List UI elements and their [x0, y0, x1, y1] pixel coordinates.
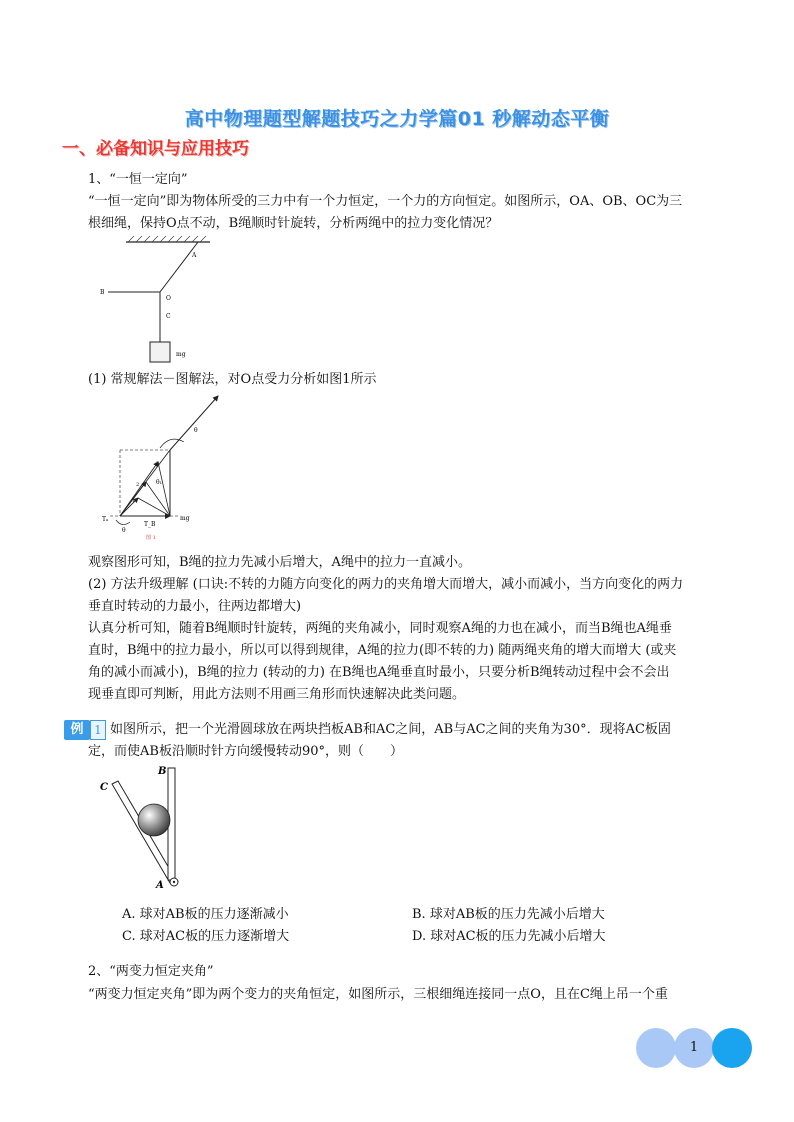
- label-n3: 3: [156, 461, 160, 467]
- part2-intro-line1: “两变力恒定夹角”即为两个变力的夹角恒定，如图所示，三根细绳连接同一点O，且在C绳上吊一个重: [88, 987, 668, 1002]
- ball: [138, 804, 170, 836]
- observation-text: 观察图形可知，B绳的拉力先减小后增大，A绳中的拉力一直减小。: [88, 555, 471, 570]
- analysis-line4: 现垂直即可判断，用此方法则不用画三角形而快速解决此类问题。: [88, 687, 466, 702]
- rope-oa: [160, 242, 198, 292]
- angle-arc-top: [160, 439, 184, 448]
- label-a: A: [192, 252, 197, 259]
- label-tb: T_B: [144, 521, 156, 528]
- weight-block: [150, 342, 170, 362]
- label-b: B: [100, 289, 105, 296]
- analysis-line2: 直时，B绳中的拉力最小，所以可以得到规律，A绳的拉力(即不转的力) 随两绳夹角的增大而增大 (或夹: [88, 643, 677, 658]
- figure-caption: 图 1: [146, 535, 156, 540]
- part2-heading: 2、“两变力恒定夹角”: [88, 964, 214, 979]
- page-deco-circle-left: [636, 1028, 676, 1068]
- option-a[interactable]: A. 球对AB板的压力逐渐减小: [122, 907, 289, 922]
- part1-heading: 1、“一恒一定向”: [88, 172, 188, 187]
- label-mg: mg: [176, 351, 186, 358]
- label-plate-b: B: [158, 766, 167, 777]
- label-n2: 2: [136, 482, 140, 488]
- method2-line1: (2) 方法升级理解 (口诀:不转的力随方向变化的两力的夹角增大而增大，减小而减小，当方向变化的两力: [88, 577, 684, 592]
- option-c[interactable]: C. 球对AC板的压力逐渐增大: [122, 929, 290, 944]
- example-question-line2: 定，而使AB板沿顺时针方向缓慢转动90°，则（ ）: [88, 744, 403, 759]
- label-plate-c: C: [100, 782, 108, 793]
- page-deco-circle-right: [712, 1028, 752, 1068]
- option-b[interactable]: B. 球对AB板的压力先减小后增大: [412, 907, 605, 922]
- example-number: 1: [90, 720, 106, 740]
- label-c: C: [166, 313, 171, 320]
- label-plate-a: A: [156, 880, 164, 891]
- section-heading: 一、必备知识与应用技巧: [62, 139, 249, 159]
- rope-diagram: [88, 232, 218, 370]
- option-d[interactable]: D. 球对AC板的压力先减小后增大: [412, 929, 606, 944]
- example-question-line1: 如图所示，把一个光滑圆球放在两块挡板AB和AC之间，AB与AC之间的夹角为30°．现将AC板固: [110, 722, 671, 737]
- label-n1: 1: [132, 498, 136, 504]
- label-theta-bottom: θ: [122, 527, 126, 534]
- label-mg2: mg: [180, 515, 190, 522]
- hinge-center: [173, 881, 175, 883]
- angle-arc-bottom: [116, 520, 130, 525]
- triangle-side-3: [138, 498, 170, 516]
- label-ta: Tₐ: [102, 516, 109, 523]
- method2-line2: 垂直时转动的力最小，往两边都增大): [88, 599, 302, 614]
- analysis-line3: 角的减小而减小)，B绳的拉力 (转动的力) 在B绳也A绳垂直时最小，只要分析B绳转动过程中会不会出: [88, 665, 670, 680]
- tension-a-arrow: [170, 396, 218, 450]
- page-number: 1: [674, 1028, 714, 1068]
- force-arrow-3: [120, 498, 138, 516]
- label-o: O: [166, 295, 171, 302]
- ball-plates-diagram: [96, 762, 196, 892]
- part1-intro-line1: “一恒一定向”即为物体所受的三力中有一个力恒定，一个力的方向恒定。如图所示，OA、OB、OC为三: [88, 194, 683, 209]
- method1-text: (1) 常规解法－图解法，对O点受力分析如图1所示: [88, 372, 377, 387]
- part1-intro-line2: 根细绳，保持O点不动，B绳顺时针旋转，分析两绳中的拉力变化情况？: [88, 216, 499, 231]
- page-title: 高中物理题型解题技巧之力学篇01 秒解动态平衡: [184, 108, 610, 130]
- ceiling-hatching: [128, 236, 206, 242]
- label-theta1: θ₁: [156, 479, 163, 486]
- analysis-line1: 认真分析可知，随着B绳顺时针旋转，两绳的夹角减小，同时观察A绳的力也在减小，而当B绳也A绳垂: [88, 621, 672, 636]
- force-diagram: [98, 390, 228, 540]
- example-badge: 例: [64, 720, 90, 740]
- label-theta: θ: [194, 427, 198, 434]
